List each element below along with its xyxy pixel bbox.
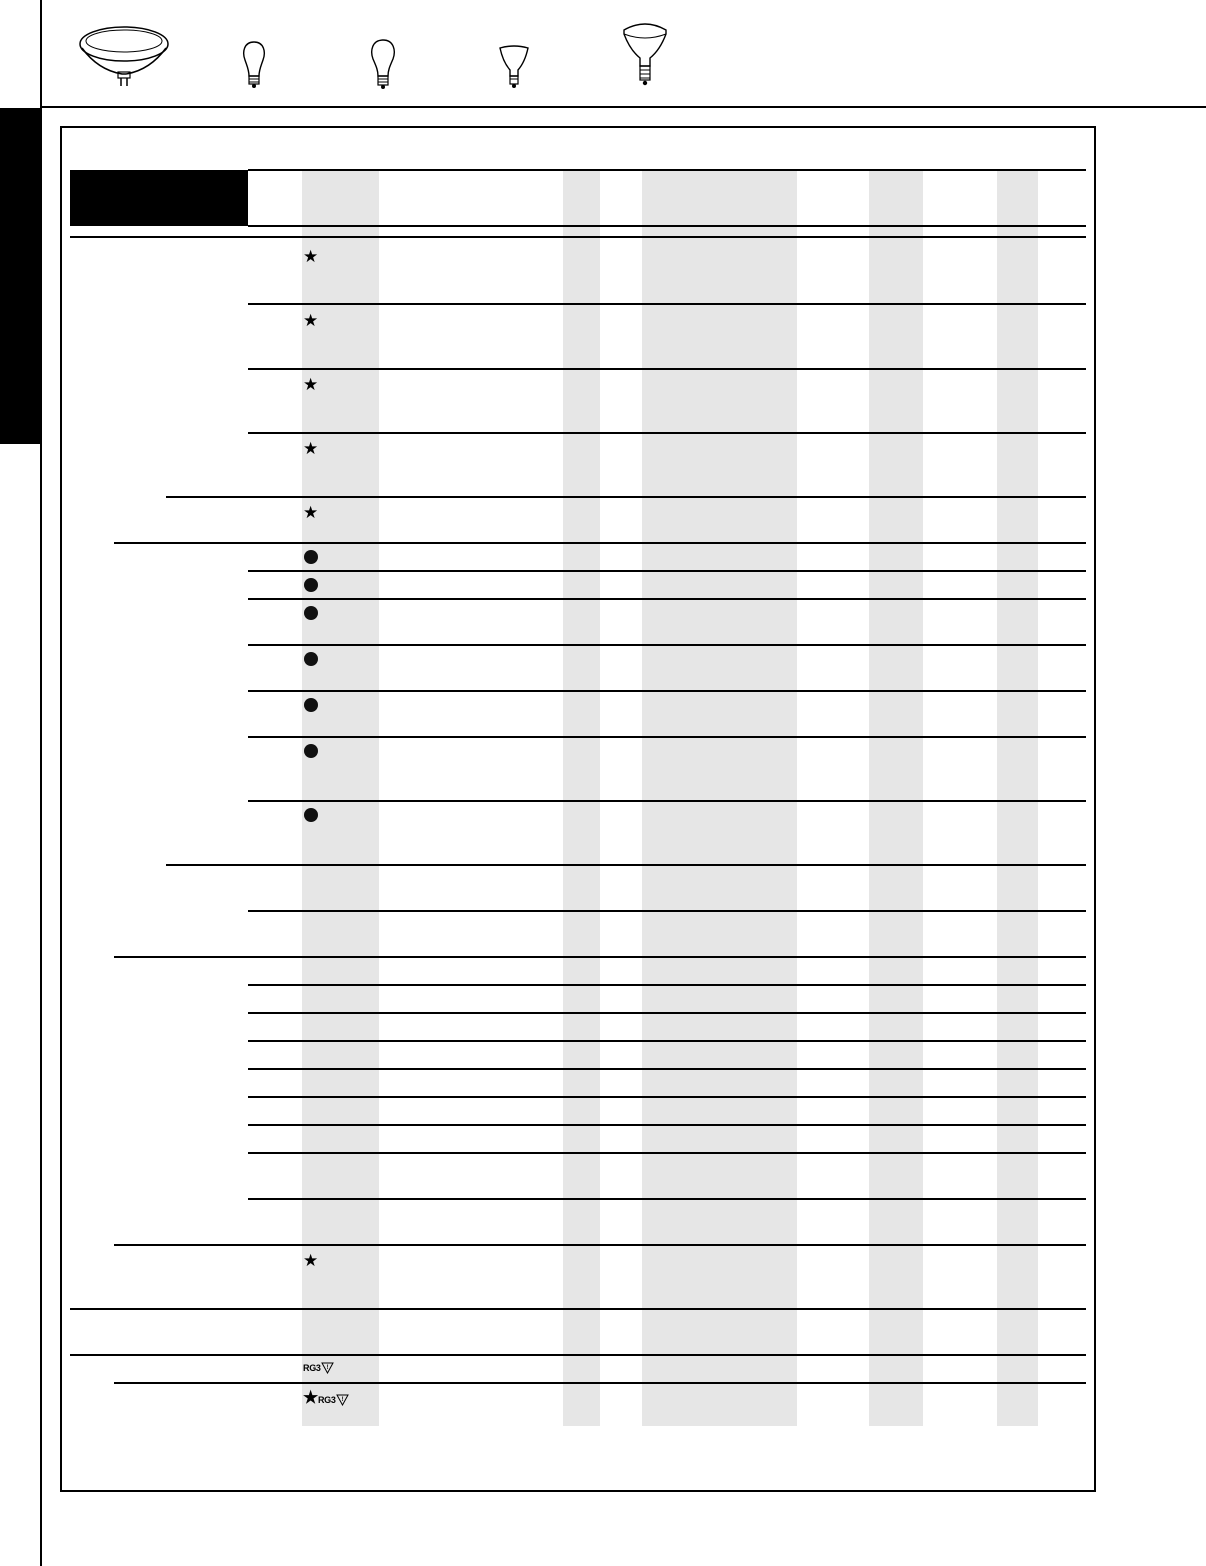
table-row-rule [248, 1012, 1086, 1014]
dot-icon [304, 652, 318, 666]
shaded-column [869, 170, 923, 1426]
dot-icon [304, 698, 318, 712]
svg-text:!: ! [326, 1365, 328, 1371]
svg-text:!: ! [341, 1397, 343, 1403]
star-icon [303, 504, 318, 521]
table-row-rule [248, 984, 1086, 986]
dot-icon [304, 550, 318, 564]
rg3-warning-label [303, 1361, 334, 1375]
table-row-rule [114, 1382, 1086, 1384]
table-row-rule [248, 432, 1086, 434]
shaded-column [563, 170, 600, 1426]
table-row-rule [248, 1096, 1086, 1098]
table-row-rule [166, 864, 1086, 866]
rg3-label: RG3 [303, 1363, 321, 1373]
star-icon [303, 440, 318, 457]
table-row-rule [248, 570, 1086, 572]
table-row-rule [114, 956, 1086, 958]
a-lamp-large-icon [368, 38, 398, 90]
table-row-rule [248, 598, 1086, 600]
table-row-rule [114, 542, 1086, 544]
reflector-lamp-icon [620, 20, 670, 90]
dot-icon [304, 808, 318, 822]
table-row-rule [114, 1244, 1086, 1246]
star-icon [303, 312, 318, 329]
shaded-column [997, 170, 1038, 1426]
table-row-rule [248, 910, 1086, 912]
table-row-rule [248, 736, 1086, 738]
star-icon [303, 1252, 318, 1269]
table-row-rule [248, 1152, 1086, 1154]
shaded-column [302, 170, 379, 1426]
star-icon [303, 376, 318, 393]
table-row-rule [70, 1308, 1086, 1310]
table-row-rule [70, 1354, 1086, 1356]
table-row-rule [248, 1068, 1086, 1070]
table-row-rule [248, 169, 1086, 171]
dot-icon [304, 744, 318, 758]
page-top-rule [40, 106, 1206, 108]
table-row-rule [248, 368, 1086, 370]
table-row-rule [248, 690, 1086, 692]
table-row-rule [248, 800, 1086, 802]
dot-icon [304, 606, 318, 620]
rg3-label: RG3 [317, 1395, 336, 1405]
table-row-rule [70, 236, 1086, 238]
table-header-block [70, 170, 248, 226]
par-lamp-icon [78, 24, 170, 90]
table-row-rule [248, 1040, 1086, 1042]
section-side-tab [0, 108, 42, 444]
table-row-rule [248, 1198, 1086, 1200]
star-icon [303, 248, 318, 265]
table-row-rule [248, 303, 1086, 305]
star-rg3-warning-label [303, 1389, 349, 1407]
table-row-rule [248, 644, 1086, 646]
dot-icon [304, 578, 318, 592]
bt-lamp-icon [497, 44, 531, 90]
warning-triangle-icon [321, 1363, 334, 1373]
star-icon [303, 1388, 318, 1407]
table-row-rule [248, 1124, 1086, 1126]
warning-triangle-icon [336, 1395, 349, 1405]
a-lamp-icon [240, 40, 268, 90]
table-row-rule [166, 496, 1086, 498]
table-row-rule [248, 225, 1086, 227]
shaded-column [642, 170, 797, 1426]
